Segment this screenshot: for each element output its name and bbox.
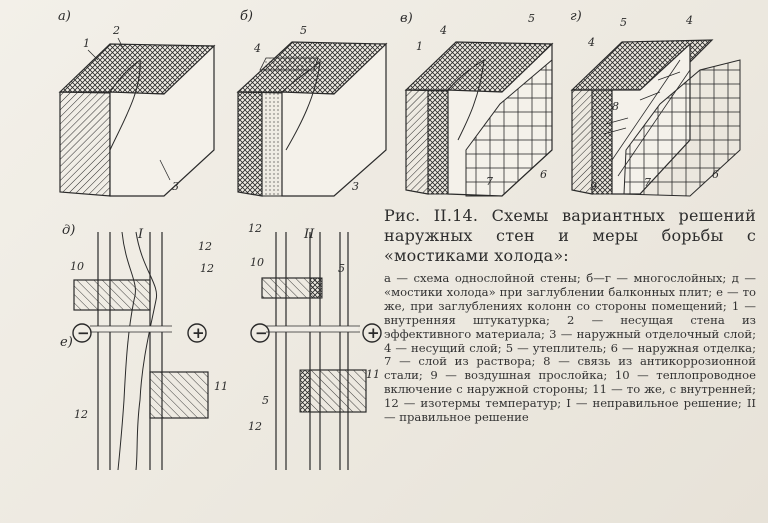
callout-v-1: 1 [416, 40, 423, 53]
panel-b-block [238, 42, 386, 196]
detail-I-wall [74, 232, 208, 470]
callout-v-5: 5 [528, 12, 535, 25]
callout-g-7: 7 [644, 176, 651, 189]
callout-a-2: 2 [113, 24, 120, 37]
plus-sign-I: + [192, 324, 205, 342]
panel-v-label: в) [400, 11, 413, 26]
panel-b-label: б) [240, 9, 254, 24]
callout-e-5b: 5 [262, 394, 269, 407]
panel-a-block [60, 44, 214, 196]
minus-sign-II: − [255, 324, 268, 342]
callout-b-4: 4 [254, 42, 261, 55]
callout-g-4a: 4 [588, 36, 595, 49]
minus-sign-I: − [77, 324, 90, 342]
panel-v-block [406, 42, 552, 196]
callout-d-12b: 12 [200, 262, 214, 275]
callout-e-10: 10 [250, 256, 264, 269]
detail-II-wall [262, 232, 366, 470]
detail-II-label: II [304, 227, 315, 242]
callout-a-3: 3 [172, 180, 179, 193]
callout-d-12c: 12 [74, 408, 88, 421]
callout-v-6: 6 [540, 168, 547, 181]
panel-e-label: е) [60, 335, 73, 350]
callout-g-8: 8 [612, 100, 619, 113]
figure-caption [384, 206, 756, 425]
caption-body: а — схема однослойной стены; б—г — многослойных; д — «мостики холода» при заглублении балконных плит; е — то же, при заглублениях колонн со стороны помещений; 1 — внутренняя штукатурка; 2 — несущая стена из эффективного материала; 3 — наружный отделочный слой; 4 — несущий слой; 5 — утеплитель; 6 — наружная отделка; 7 — слой из раствора; 8 — связь из антикоррозионной стали; 9 — воздушная прослойка; 10 — теплопроводное включение с наружной стороны; 11 — то же, с внутренней; 12 — изотермы температур; I — неправильное решение; II — правильное решение [384, 271, 756, 425]
callout-v-7: 7 [486, 175, 493, 188]
callout-b-3: 3 [352, 180, 359, 193]
plus-sign-II: + [367, 324, 380, 342]
callout-e-5a: 5 [338, 262, 345, 275]
callout-g-9: 9 [590, 180, 597, 193]
callout-g-6: 6 [712, 168, 719, 181]
callout-e-11: 11 [366, 368, 380, 381]
panel-d-label: д) [62, 223, 76, 238]
callout-d-11: 11 [214, 380, 228, 393]
panel-a-label: а) [58, 9, 71, 24]
caption-title: Рис. II.14. Схемы вариантных решений наружных стен и меры борьбы с «мостиками холода»: [384, 206, 756, 265]
panel-g-label: г) [570, 9, 582, 24]
callout-g-4b: 4 [686, 14, 693, 27]
callout-g-5: 5 [620, 16, 627, 29]
callout-b-5: 5 [300, 24, 307, 37]
detail-I-label: I [138, 227, 144, 242]
callout-d-10: 10 [70, 260, 84, 273]
callout-d-12a: 12 [198, 240, 212, 253]
callout-e-12a: 12 [248, 222, 262, 235]
callout-v-4: 4 [440, 24, 447, 37]
callout-a-1: 1 [83, 37, 90, 50]
callout-e-12b: 12 [248, 420, 262, 433]
